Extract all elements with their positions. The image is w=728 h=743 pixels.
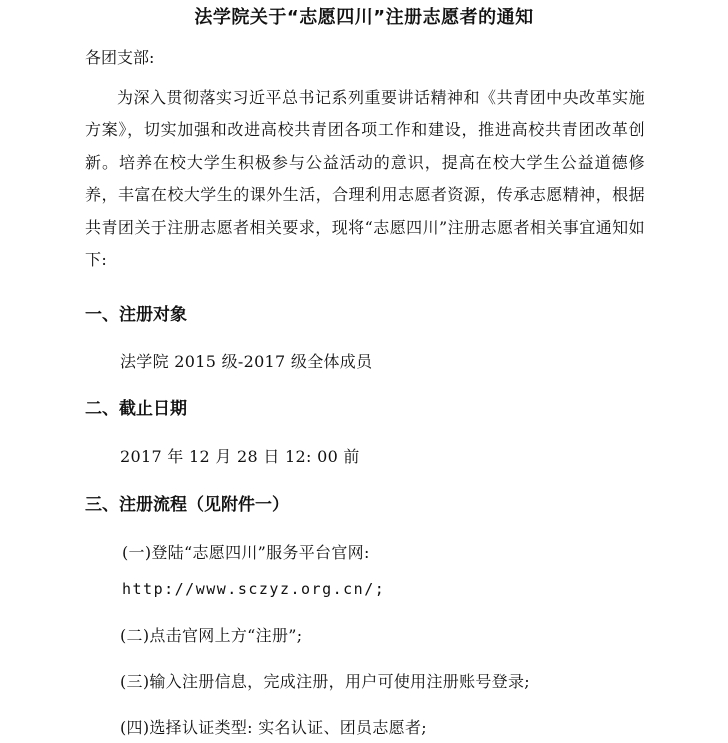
intro-paragraph: 为深入贯彻落实习近平总书记系列重要讲话精神和《共青团中央改革实施方案》，切实加强和改进高校共青团各项工作和建设，推进高校共青团改革创新。培养在校大学生积极参与公益活动的意识，提高在校大学生公益道德修养，丰富在校大学生的课外生活，合理利用志愿者资源，传承志愿精神，根据共青团关于注册志愿者相关要求，现将“志愿四川”注册志愿者相关事宜通知如下:: [85, 88, 645, 270]
registration-target-text: 法学院 2015 级-2017 级全体成员: [120, 352, 373, 371]
step-2-click-register: (二)点击官网上方“注册”;: [120, 626, 303, 645]
section-heading-registration-process: 三、注册流程（见附件一）: [85, 495, 289, 515]
deadline-text: 2017 年 12 月 28 日 12: 00 前: [120, 447, 360, 466]
step-3-enter-info: (三)输入注册信息，完成注册，用户可使用注册账号登录;: [120, 672, 530, 691]
document-title: 法学院关于“志愿四川”注册志愿者的通知: [194, 7, 534, 28]
section-heading-registration-target: 一、注册对象: [85, 305, 187, 325]
section-heading-deadline: 二、截止日期: [85, 399, 187, 419]
step-4-select-certification: (四)选择认证类型: 实名认证、团员志愿者;: [120, 718, 427, 737]
step-1-login-text: (一)登陆“志愿四川”服务平台官网:: [122, 543, 370, 562]
greeting-line: 各团支部:: [85, 48, 155, 67]
official-website-url: http://www.sczyz.org.cn/;: [122, 580, 386, 598]
